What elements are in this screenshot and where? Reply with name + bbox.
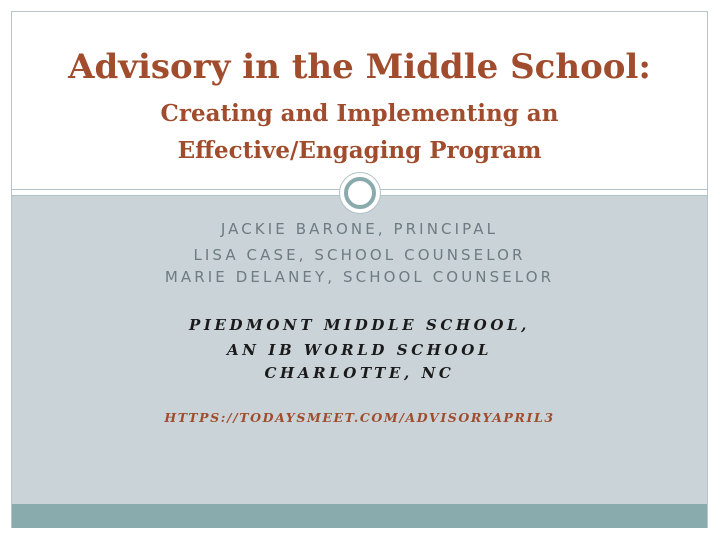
todaysmeet-link[interactable]: HTTPS://TODAYSMEET.COM/ADVISORYAPRIL3 <box>164 410 555 425</box>
circle-ring-icon <box>339 172 381 214</box>
slide-subtitle-line-2: Effective/Engaging Program <box>177 137 542 164</box>
school-line-1: PIEDMONT MIDDLE SCHOOL, <box>189 316 530 334</box>
slide <box>11 11 708 528</box>
presenter-line-2: LISA CASE, SCHOOL COUNSELOR <box>193 246 526 264</box>
presenter-line-3: MARIE DELANEY, SCHOOL COUNSELOR <box>164 268 555 286</box>
footer-bar <box>12 504 707 528</box>
circle-ring-inner <box>344 177 376 209</box>
slide-title: Advisory in the Middle School: <box>68 47 651 87</box>
title-area <box>12 12 707 189</box>
slide-subtitle-line-1: Creating and Implementing an <box>160 100 559 127</box>
presenter-line-1: JACKIE BARONE, PRINCIPAL <box>220 220 499 238</box>
school-line-2: AN IB WORLD SCHOOL <box>226 341 493 359</box>
school-line-3: CHARLOTTE, NC <box>264 364 455 382</box>
